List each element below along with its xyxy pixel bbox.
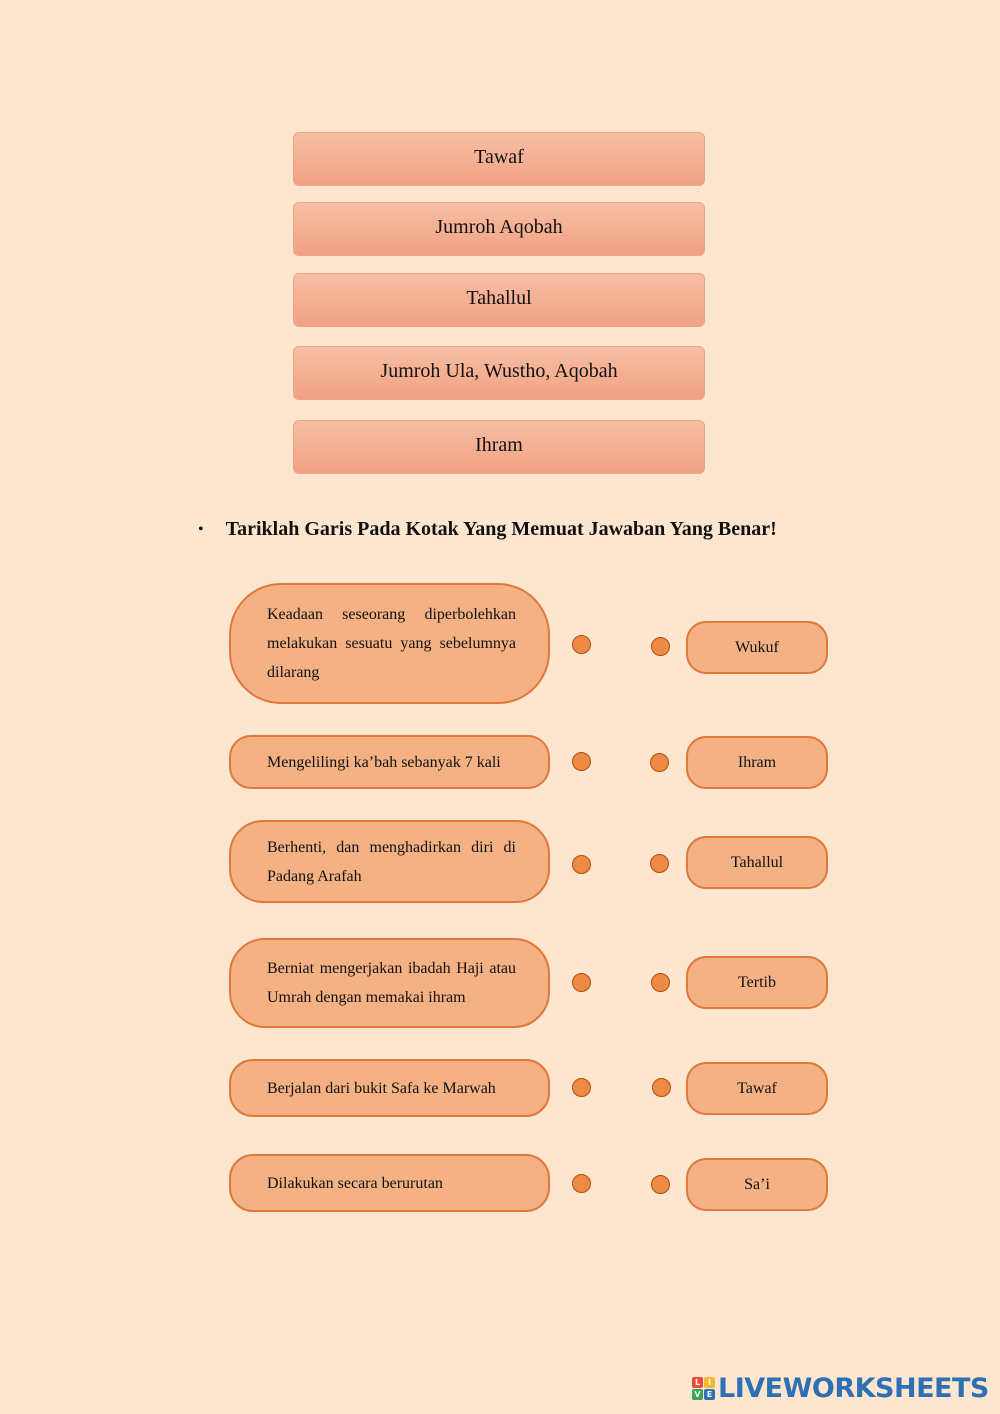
question-text-2: Mengelilingi ka’bah sebanyak 7 kali	[267, 753, 501, 771]
bullet-icon: •	[198, 520, 204, 538]
left-match-dot-3[interactable]	[572, 855, 591, 874]
right-match-dot-2[interactable]	[650, 753, 669, 772]
left-match-dot-1[interactable]	[572, 635, 591, 654]
right-match-dot-3[interactable]	[650, 854, 669, 873]
answer-box-tertib: Tertib	[686, 956, 828, 1009]
right-match-dot-5[interactable]	[652, 1078, 671, 1097]
left-match-dot-6[interactable]	[572, 1174, 591, 1193]
liveworksheets-logo-icon	[692, 1377, 715, 1400]
question-text-5: Berjalan dari bukit Safa ke Marwah	[267, 1079, 496, 1097]
answer-box-ihram: Ihram	[686, 736, 828, 789]
right-match-dot-1[interactable]	[651, 637, 670, 656]
left-match-dot-2[interactable]	[572, 752, 591, 771]
question-text-4: Berniat mengerjakan ibadah Haji atau Umrah dengan memakai ihram	[267, 960, 516, 1006]
answer-box-tawaf: Tawaf	[686, 1062, 828, 1115]
question-box-1	[229, 583, 550, 704]
logo-tile-v: V	[692, 1389, 703, 1400]
word-bank-item-ihram: Ihram	[293, 420, 705, 474]
question-box-6	[229, 1154, 550, 1212]
question-box-5	[229, 1059, 550, 1117]
right-match-dot-6[interactable]	[651, 1175, 670, 1194]
word-bank-item-tahallul: Tahallul	[293, 273, 705, 327]
question-box-4	[229, 938, 550, 1028]
instruction	[198, 518, 777, 541]
question-text-3: Berhenti, dan menghadirkan diri di Padang Arafah	[267, 838, 516, 885]
logo-tile-e: E	[704, 1389, 715, 1400]
answer-box-tahallul: Tahallul	[686, 836, 828, 889]
left-match-dot-5[interactable]	[572, 1078, 591, 1097]
instruction-text: Tariklah Garis Pada Kotak Yang Memuat Jawaban Yang Benar!	[225, 518, 777, 540]
question-box-3	[229, 820, 550, 903]
logo-tile-l: L	[692, 1377, 703, 1388]
question-box-2	[229, 735, 550, 789]
word-bank-item-jumroh-ula: Jumroh Ula, Wustho, Aqobah	[293, 346, 705, 400]
logo-tile-i: I	[704, 1377, 715, 1388]
liveworksheets-logo	[692, 1373, 989, 1404]
word-bank-item-jumroh-aqobah: Jumroh Aqobah	[293, 202, 705, 256]
answer-box-wukuf: Wukuf	[686, 621, 828, 674]
question-text-1: Keadaan seseorang diperbolehkan melakukan sesuatu yang sebelumnya dilarang	[267, 606, 516, 681]
liveworksheets-logo-text: LIVEWORKSHEETS	[718, 1373, 989, 1404]
word-bank-item-tawaf: Tawaf	[293, 132, 705, 186]
answer-box-sai: Sa’i	[686, 1158, 828, 1211]
left-match-dot-4[interactable]	[572, 973, 591, 992]
question-text-6: Dilakukan secara berurutan	[267, 1174, 443, 1192]
right-match-dot-4[interactable]	[651, 973, 670, 992]
